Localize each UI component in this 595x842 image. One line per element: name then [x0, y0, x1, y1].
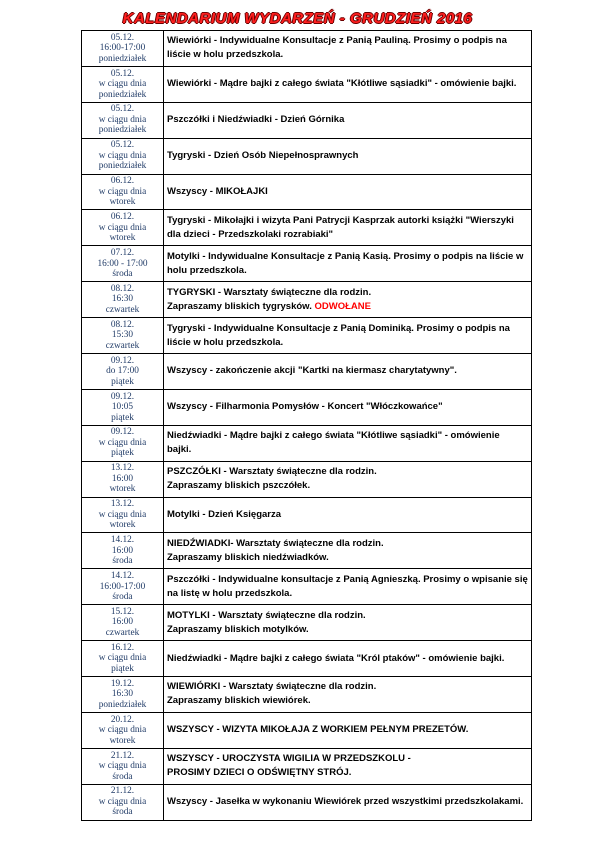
event-day: poniedziałek — [98, 53, 147, 64]
event-description-text: TYGRYSKI - Warsztaty świąteczne dla rodzin. — [167, 286, 372, 298]
event-description-cell — [164, 677, 532, 713]
table-row — [82, 569, 532, 605]
event-description-text: Zapraszamy bliskich wiewiórek. — [167, 695, 311, 707]
event-day: piątek — [111, 663, 134, 674]
event-description-line — [167, 587, 529, 601]
event-time: w ciągu dnia — [98, 725, 147, 736]
event-date: 14.12. — [110, 535, 135, 546]
event-day: poniedziałek — [98, 699, 147, 710]
event-description-line — [167, 551, 529, 565]
event-description-line — [167, 694, 529, 708]
event-day: poniedziałek — [98, 125, 147, 136]
event-description-cell — [164, 318, 532, 354]
event-date: 19.12. — [110, 678, 135, 689]
event-description-line — [167, 573, 529, 587]
event-description-text: WSZYSCY - WIZYTA MIKOŁAJA Z WORKIEM PEŁNYM PREZETÓW. — [167, 724, 469, 736]
event-date-cell — [82, 641, 164, 677]
table-row — [82, 748, 532, 784]
event-description-cell — [164, 461, 532, 497]
event-time: w ciągu dnia — [98, 796, 147, 807]
event-description-cell — [164, 641, 532, 677]
event-date-cell — [82, 389, 164, 425]
event-day: piątek — [111, 376, 134, 387]
event-description-text: Tygryski - Mikołajki i wizyta Pani Patrycji Kasprzak autorki książki "Wierszyki — [167, 214, 514, 226]
event-description-cell — [164, 174, 532, 210]
event-description-cell — [164, 497, 532, 533]
event-date: 05.12. — [110, 68, 135, 79]
event-description-text: NIEDŹWIADKI- Warsztaty świąteczne dla rodzin. — [167, 537, 384, 549]
event-description-cell — [164, 66, 532, 102]
event-time: 16:00 — [111, 545, 134, 556]
event-description-cell — [164, 569, 532, 605]
event-description-text: Wiewiórki - Indywidualne Konsultacje z Panią Pauliną. Prosimy o podpis na — [167, 35, 507, 47]
event-description-text: holu przedszkola. — [167, 264, 247, 276]
event-description-cell — [164, 425, 532, 461]
table-row — [82, 425, 532, 461]
event-date-cell — [82, 425, 164, 461]
event-date-cell — [82, 712, 164, 748]
event-date: 14.12. — [110, 571, 135, 582]
table-row — [82, 605, 532, 641]
event-description-text: PSZCZÓŁKI - Warsztaty świąteczne dla rodzin. — [167, 466, 377, 478]
table-row — [82, 533, 532, 569]
event-description-text: Wszyscy - Jasełka w wykonaniu Wiewiórek przed wszystkimi przedszkolakami. — [167, 796, 524, 808]
event-description-cell — [164, 246, 532, 282]
table-row — [82, 712, 532, 748]
event-description-line — [167, 364, 529, 378]
event-date-cell — [82, 246, 164, 282]
event-date-cell — [82, 605, 164, 641]
table-row — [82, 246, 532, 282]
event-date: 08.12. — [110, 319, 135, 330]
event-description-text: dla dzieci - Przedszkolaki rozrabiaki" — [167, 228, 334, 240]
event-description-text: bajki. — [167, 444, 192, 456]
event-description-cell — [164, 605, 532, 641]
event-description-line — [167, 77, 529, 91]
event-description-text: Niedźwiadki - Mądre bajki z całego świata "Król ptaków" - omówienie bajki. — [167, 652, 505, 664]
event-time: w ciągu dnia — [98, 653, 147, 664]
event-description-line — [167, 264, 529, 278]
event-description-line — [167, 429, 529, 443]
event-description-cell — [164, 282, 532, 318]
event-description-text: Motylki - Dzień Księgarza — [167, 509, 282, 521]
event-day: czwartek — [105, 304, 140, 315]
event-description-text: Pszczółki - Indywidualne konsultacje z Panią Agnieszką. Prosimy o wpisanie się — [167, 573, 528, 585]
event-date: 09.12. — [110, 355, 135, 366]
event-description-text: Wszyscy - MIKOŁAJKI — [167, 186, 268, 197]
event-description-text: WSZYSCY - UROCZYSTA WIGILIA W PRZEDSZKOLU - — [167, 753, 411, 765]
table-row — [82, 461, 532, 497]
cancelled-label: ODWOŁANE — [314, 300, 371, 312]
event-description-cell — [164, 31, 532, 67]
event-date-cell — [82, 102, 164, 138]
event-description-text: Tygryski - Dzień Osób Niepełnosprawnych — [167, 150, 359, 162]
event-date: 15.12. — [110, 606, 135, 617]
event-day: wtorek — [109, 484, 136, 495]
event-description-text: Motylki - Indywidualne Konsultacje z Panią Kasią. Prosimy o podpis na liście w — [167, 250, 524, 262]
table-row — [82, 102, 532, 138]
event-description-line — [167, 336, 529, 350]
event-time: 16:30 — [111, 689, 134, 700]
event-description-cell — [164, 389, 532, 425]
event-description-text: Zapraszamy bliskich niedźwiadków. — [167, 551, 329, 563]
event-day: piątek — [111, 412, 134, 423]
event-description-line — [167, 48, 529, 62]
event-time: w ciągu dnia — [98, 114, 147, 125]
page-title: KALENDARIUM WYDARZEŃ - GRUDZIEŃ 2016 — [122, 10, 473, 27]
event-day: środa — [112, 771, 133, 782]
event-date: 06.12. — [110, 176, 135, 187]
event-description-line — [167, 479, 529, 493]
event-description-line — [167, 185, 529, 199]
event-description-line — [167, 623, 529, 637]
event-day: środa — [112, 269, 133, 280]
event-day: czwartek — [105, 627, 140, 638]
event-time: 10:05 — [111, 402, 134, 413]
event-description-line — [167, 34, 529, 48]
event-description-text: liście w holu przedszkola. — [167, 336, 284, 348]
event-time: w ciągu dnia — [98, 150, 147, 161]
event-time: 16:00-17:00 — [99, 43, 146, 54]
event-description-text: PROSIMY DZIECI O ODŚWIĘTNY STRÓJ. — [167, 767, 352, 779]
event-description-line — [167, 113, 529, 127]
event-description-cell — [164, 102, 532, 138]
table-row — [82, 497, 532, 533]
table-row — [82, 210, 532, 246]
event-time: do 17:00 — [106, 366, 139, 377]
event-day: piątek — [111, 448, 134, 459]
event-date: 05.12. — [110, 104, 135, 115]
event-time: 16:00-17:00 — [99, 581, 146, 592]
event-date-cell — [82, 174, 164, 210]
event-description-line — [167, 508, 529, 522]
table-row — [82, 677, 532, 713]
event-day: wtorek — [109, 735, 136, 746]
event-description-line — [167, 609, 529, 623]
event-time: 16:30 — [111, 294, 134, 305]
table-row — [82, 66, 532, 102]
event-description-text: Zapraszamy bliskich pszczółek. — [167, 480, 311, 492]
table-row — [82, 389, 532, 425]
event-description-line — [167, 537, 529, 551]
table-row — [82, 318, 532, 354]
event-date: 20.12. — [110, 714, 135, 725]
event-date-cell — [82, 31, 164, 67]
event-day: środa — [112, 807, 133, 818]
event-time: 16:00 - 17:00 — [97, 258, 148, 269]
event-description-line — [167, 228, 529, 242]
event-description-line — [167, 400, 529, 414]
event-description-line — [167, 680, 529, 694]
event-description-line — [167, 443, 529, 457]
event-date: 13.12. — [110, 499, 135, 510]
event-description-line — [167, 214, 529, 228]
event-description-text: liście w holu przedszkola. — [167, 49, 284, 61]
event-date: 09.12. — [110, 427, 135, 438]
event-date: 13.12. — [110, 463, 135, 474]
event-day: czwartek — [105, 340, 140, 351]
table-row — [82, 354, 532, 390]
event-description-cell — [164, 784, 532, 820]
event-description-text: MOTYLKI - Warsztaty świąteczne dla rodzin. — [167, 609, 366, 621]
event-day: środa — [112, 592, 133, 603]
event-description-line — [167, 795, 529, 809]
event-description-cell — [164, 354, 532, 390]
event-date: 16.12. — [110, 642, 135, 653]
table-row — [82, 138, 532, 174]
event-description-line — [167, 723, 529, 737]
event-description-line — [167, 322, 529, 336]
event-date-cell — [82, 282, 164, 318]
event-date: 09.12. — [110, 391, 135, 402]
event-day: wtorek — [109, 520, 136, 531]
event-date-cell — [82, 66, 164, 102]
event-date-cell — [82, 354, 164, 390]
event-date: 06.12. — [110, 212, 135, 223]
event-description-text: Zapraszamy bliskich motylków. — [167, 623, 309, 635]
event-date-cell — [82, 210, 164, 246]
table-row — [82, 174, 532, 210]
event-time: w ciągu dnia — [98, 222, 147, 233]
event-date-cell — [82, 497, 164, 533]
event-time: 16:00 — [111, 617, 134, 628]
event-description-line — [167, 652, 529, 666]
event-description-line — [167, 250, 529, 264]
events-table — [81, 30, 532, 821]
events-table-body — [82, 31, 532, 821]
event-description-text: Wszyscy - Filharmonia Pomysłów - Koncert "Włóczkowańce" — [167, 401, 443, 413]
event-date-cell — [82, 461, 164, 497]
event-day: wtorek — [109, 233, 136, 244]
event-date: 08.12. — [110, 283, 135, 294]
event-date: 05.12. — [110, 32, 135, 43]
event-date-cell — [82, 318, 164, 354]
event-description-line — [167, 149, 529, 163]
table-row — [82, 31, 532, 67]
event-date-cell — [82, 533, 164, 569]
event-date-cell — [82, 138, 164, 174]
event-description-cell — [164, 533, 532, 569]
event-description-text: Niedźwiadki - Mądre bajki z całego świata "Kłótliwe sąsiadki" - omówienie — [167, 430, 500, 442]
event-description-cell — [164, 210, 532, 246]
table-row — [82, 282, 532, 318]
event-day: poniedziałek — [98, 89, 147, 100]
event-date-cell — [82, 677, 164, 713]
event-description-cell — [164, 712, 532, 748]
event-description-line — [167, 465, 529, 479]
event-time: w ciągu dnia — [98, 437, 147, 448]
event-description-line — [167, 300, 529, 314]
event-description-text: WIEWIÓRKI - Warsztaty świąteczne dla rodzin. — [167, 681, 377, 693]
event-description-line — [167, 766, 529, 780]
event-time: w ciągu dnia — [98, 79, 147, 90]
table-row — [82, 784, 532, 820]
event-date: 07.12. — [110, 248, 135, 259]
event-description-line — [167, 286, 529, 300]
event-time: 15:30 — [111, 330, 134, 341]
event-day: środa — [112, 556, 133, 567]
event-description-cell — [164, 748, 532, 784]
event-description-cell — [164, 138, 532, 174]
event-description-text: Wiewiórki - Mądre bajki z całego świata "Kłótliwe sąsiadki" - omówienie bajki. — [167, 78, 517, 90]
event-time: w ciągu dnia — [98, 761, 147, 771]
event-description-line — [167, 752, 529, 766]
event-description-text: Wszyscy - zakończenie akcji "Kartki na kiermasz charytatywny". — [167, 365, 457, 377]
event-time: w ciągu dnia — [98, 186, 147, 197]
event-description-text: Pszczółki i Niedźwiadki - Dzień Górnika — [167, 114, 345, 126]
event-time: w ciągu dnia — [98, 509, 147, 520]
event-date-cell — [82, 748, 164, 784]
event-description-text: Tygryski - Indywidualne Konsultacje z Panią Dominiką. Prosimy o podpis na — [167, 322, 510, 334]
table-row — [82, 641, 532, 677]
event-date: 21.12. — [110, 750, 135, 761]
event-day: poniedziałek — [98, 161, 147, 172]
event-day: wtorek — [109, 197, 136, 208]
event-description-text: Zapraszamy bliskich tygrysków. — [167, 300, 312, 312]
event-time: 16:00 — [111, 473, 134, 484]
event-description-text: na listę w holu przedszkola. — [167, 587, 293, 599]
event-date: 05.12. — [110, 140, 135, 151]
event-date-cell — [82, 784, 164, 820]
event-date-cell — [82, 569, 164, 605]
event-date: 21.12. — [110, 786, 135, 797]
